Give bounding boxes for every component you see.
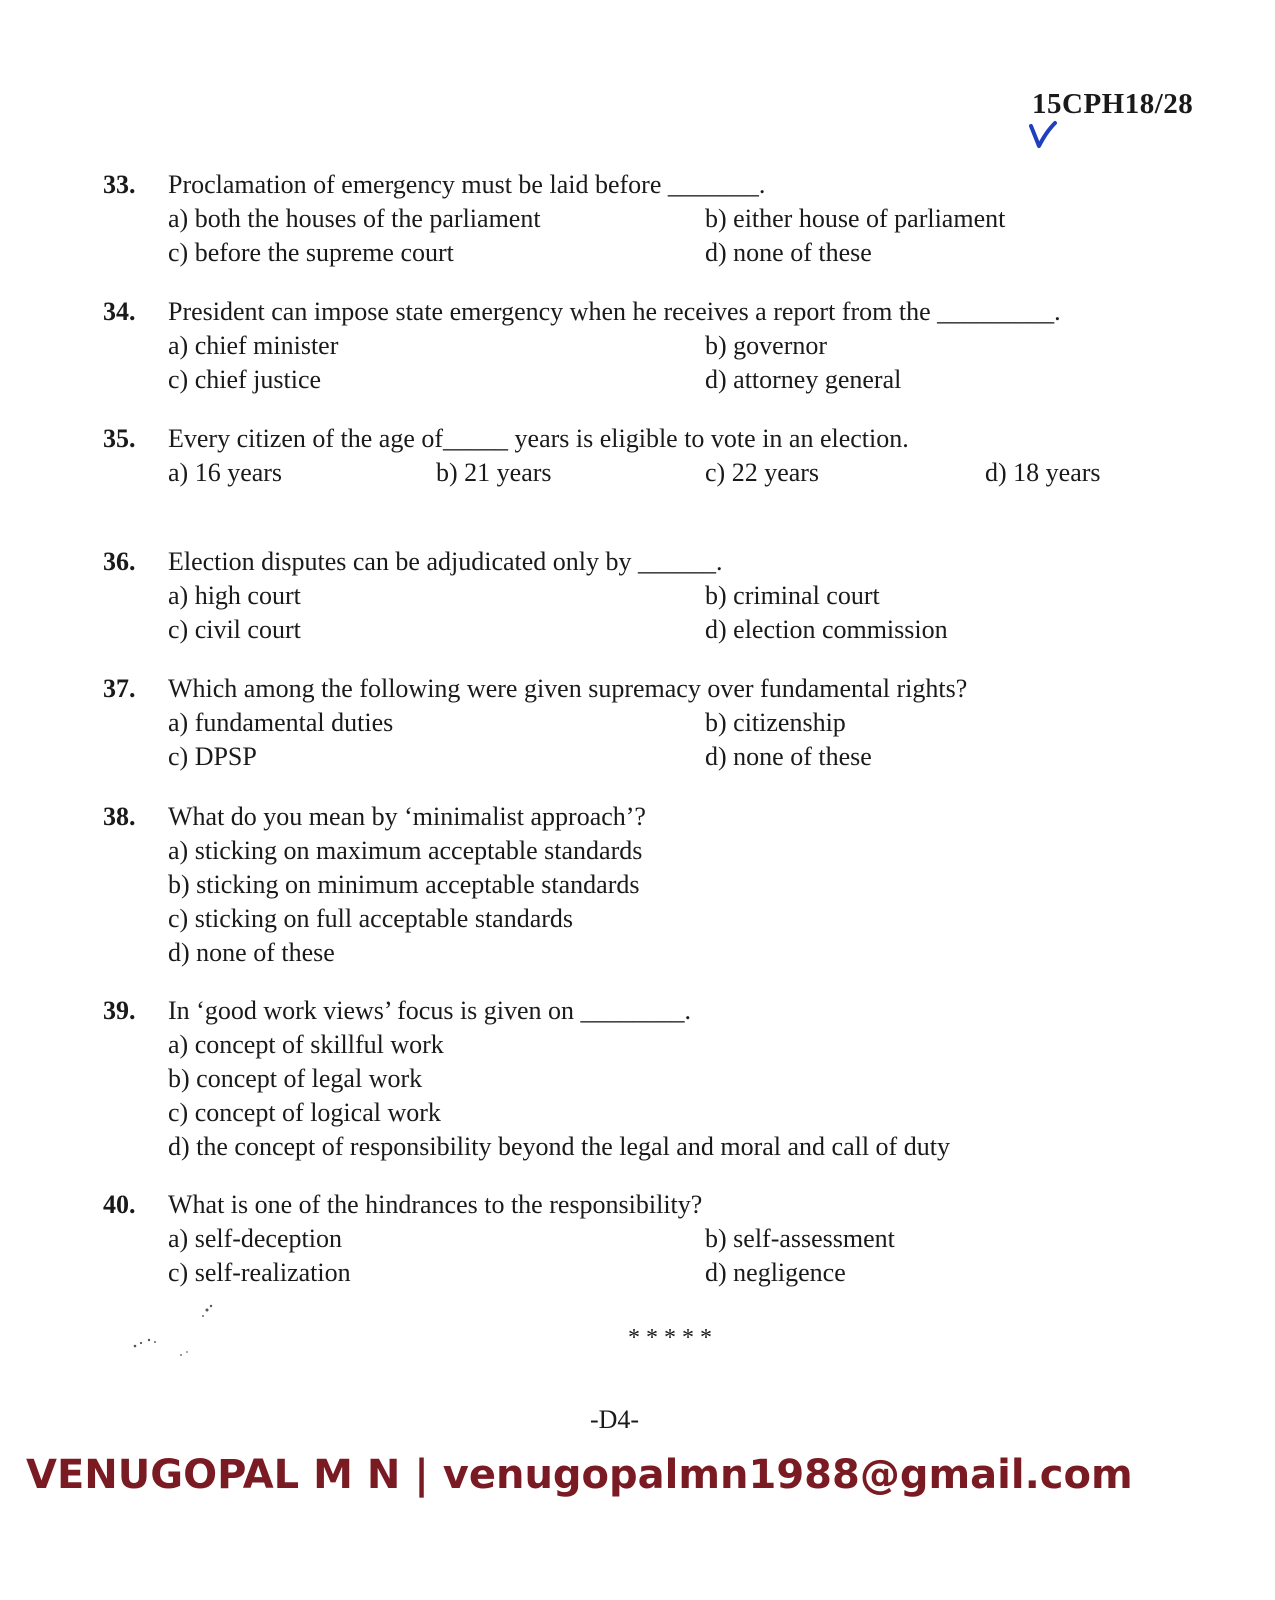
option-c: c) 22 years [705, 458, 820, 487]
question-34 [0, 297, 1275, 399]
question-text: Election disputes can be adjudicated only by ______. [168, 547, 723, 576]
option-c: c) concept of logical work [168, 1098, 441, 1127]
option-c: c) before the supreme court [168, 238, 454, 267]
question-text: What is one of the hindrances to the responsibility? [168, 1190, 703, 1219]
question-number: 39. [103, 996, 136, 1025]
option-b: b) sticking on minimum acceptable standards [168, 870, 640, 899]
question-text: Which among the following were given supremacy over fundamental rights? [168, 674, 968, 703]
option-c: c) DPSP [168, 742, 257, 771]
option-d: d) none of these [705, 238, 872, 267]
question-number: 38. [103, 802, 136, 831]
question-40 [0, 1190, 1275, 1292]
option-a: a) chief minister [168, 331, 339, 360]
option-d: d) 18 years [985, 458, 1101, 487]
option-d: d) attorney general [705, 365, 902, 394]
option-a: a) fundamental duties [168, 708, 394, 737]
option-b: b) concept of legal work [168, 1064, 423, 1093]
option-b: b) either house of parliament [705, 204, 1006, 233]
option-c: c) sticking on full acceptable standards [168, 904, 574, 933]
question-number: 40. [103, 1190, 136, 1219]
footer-credit: VENUGOPAL M N | venugopalmn1988@gmail.com [26, 1452, 1133, 1498]
question-37 [0, 674, 1275, 776]
option-b: b) citizenship [705, 708, 846, 737]
question-number: 34. [103, 297, 136, 326]
option-d: d) none of these [168, 938, 335, 967]
option-a: a) self-deception [168, 1224, 342, 1253]
option-a: a) both the houses of the parliament [168, 204, 541, 233]
question-number: 33. [103, 170, 136, 199]
question-number: 37. [103, 674, 136, 703]
option-d: d) negligence [705, 1258, 846, 1287]
option-d: d) none of these [705, 742, 872, 771]
question-text: Every citizen of the age of_____ years is eligible to vote in an election. [168, 424, 909, 453]
question-33 [0, 170, 1275, 272]
question-36 [0, 547, 1275, 649]
question-35 [0, 424, 1275, 492]
question-number: 35. [103, 424, 136, 453]
option-d: d) election commission [705, 615, 948, 644]
page-number: -D4- [590, 1405, 640, 1434]
option-b: b) self-assessment [705, 1224, 895, 1253]
option-a: a) 16 years [168, 458, 283, 487]
question-text: President can impose state emergency when he receives a report from the _________. [168, 297, 1061, 326]
option-b: b) 21 years [436, 458, 552, 487]
question-text: What do you mean by ‘minimalist approach’? [168, 802, 646, 831]
option-c: c) civil court [168, 615, 301, 644]
question-38 [0, 802, 1275, 972]
option-c: c) self-realization [168, 1258, 351, 1287]
handwritten-tick-mark [1028, 118, 1058, 150]
scan-specks [125, 1300, 235, 1370]
paper-code: 15CPH18/28 [1032, 88, 1194, 120]
option-d: d) the concept of responsibility beyond the legal and moral and call of duty [168, 1132, 950, 1161]
option-c: c) chief justice [168, 365, 322, 394]
end-marker: ***** [628, 1325, 718, 1351]
option-b: b) criminal court [705, 581, 880, 610]
option-a: a) sticking on maximum acceptable standards [168, 836, 643, 865]
option-a: a) high court [168, 581, 301, 610]
question-number: 36. [103, 547, 136, 576]
question-text: Proclamation of emergency must be laid before _______. [168, 170, 766, 199]
option-a: a) concept of skillful work [168, 1030, 444, 1059]
question-text: In ‘good work views’ focus is given on ________. [168, 996, 692, 1025]
question-39 [0, 996, 1275, 1166]
option-b: b) governor [705, 331, 828, 360]
